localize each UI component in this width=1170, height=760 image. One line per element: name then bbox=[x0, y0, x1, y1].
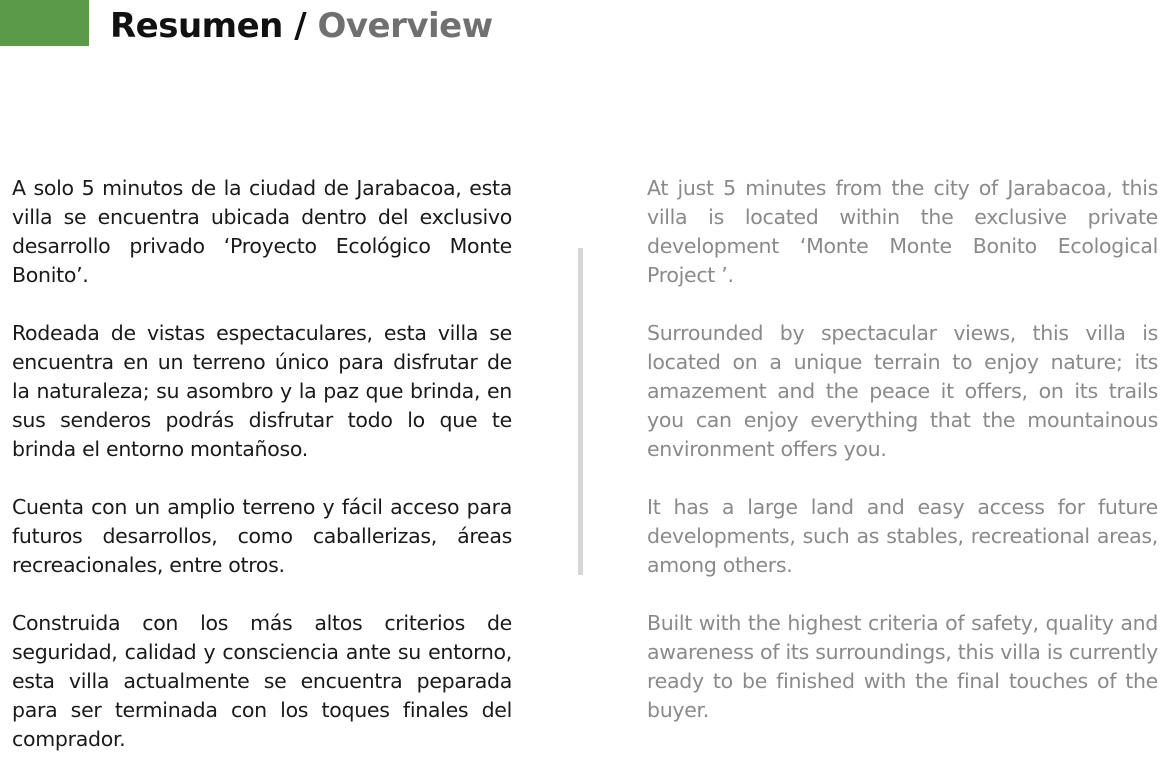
spanish-paragraph-4: Construida con los más altos criterios de seguridad, calidad y consciencia ante su entorno, esta villa actualmente se encuentra peparada para ser terminada con los toques finales del comprador. bbox=[12, 611, 512, 751]
title-spanish: Resumen bbox=[110, 6, 283, 46]
english-column bbox=[647, 174, 1158, 725]
spanish-paragraph-3: Cuenta con un amplio terreno y fácil acceso para futuros desarrollos, como caballerizas, áreas recreacionales, entre otros. bbox=[12, 495, 512, 577]
english-paragraph-4: Built with the highest criteria of safety, quality and awareness of its surroundings, this villa is currently ready to be finished with the final touches of the buyer. bbox=[647, 611, 1158, 722]
english-paragraph-2: Surrounded by spectacular views, this villa is located on a unique terrain to enjoy nature; its amazement and the peace it offers, on its trails you can enjoy everything that the mountainous environment offers you. bbox=[647, 321, 1158, 461]
spanish-paragraph-1: A solo 5 minutos de la ciudad de Jarabacoa, esta villa se encuentra ubicada dentro del exclusivo desarrollo privado ‘Proyecto Ecológico Monte Bonito’. bbox=[12, 176, 512, 287]
column-divider bbox=[578, 248, 583, 575]
title-separator: / bbox=[282, 6, 318, 46]
header-accent-block bbox=[0, 0, 89, 46]
english-paragraph-3: It has a large land and easy access for future developments, such as stables, recreational areas, among others. bbox=[647, 495, 1158, 577]
english-paragraph-1: At just 5 minutes from the city of Jarabacoa, this villa is located within the exclusive private development ‘Monte Monte Bonito Ecological Project ’. bbox=[647, 176, 1158, 287]
spanish-column bbox=[12, 174, 512, 754]
page-title bbox=[110, 2, 493, 50]
spanish-paragraph-2: Rodeada de vistas espectaculares, esta villa se encuentra en un terreno único para disfrutar de la naturaleza; su asombro y la paz que brinda, en sus senderos podrás disfrutar todo lo que te brinda el entorno montañoso. bbox=[12, 321, 512, 461]
title-english: Overview bbox=[317, 6, 493, 46]
